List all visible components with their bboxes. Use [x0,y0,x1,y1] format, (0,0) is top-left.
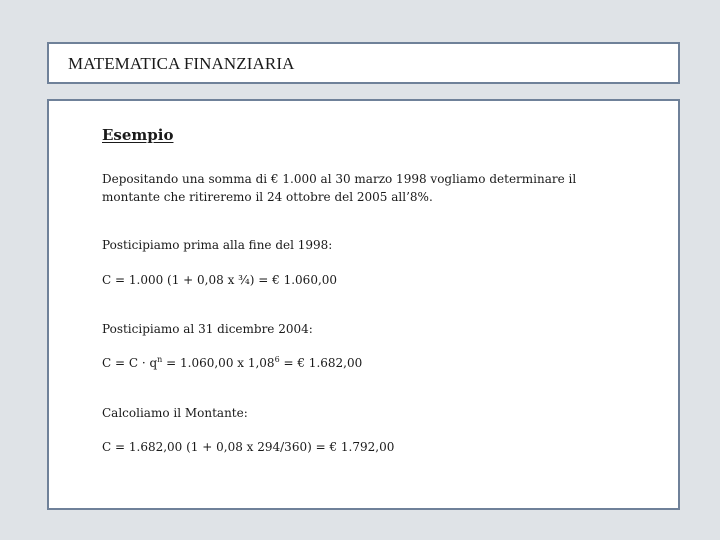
step2-formula-exponent-6: 6 [274,355,280,364]
step1-formula: C = 1.000 (1 + 0,08 x ¾) = € 1.060,00 [102,273,338,287]
step2-formula-exponent-n: n [157,355,163,364]
slide-title: MATEMATICA FINANZIARIA [68,54,295,73]
step2-formula-suffix: = € 1.682,00 [279,356,363,370]
example-heading: Esempio [102,126,174,144]
step2-formula-middle: = 1.060,00 x 1,08 [162,356,275,370]
intro-line-1: Depositando una somma di € 1.000 al 30 marzo 1998 vogliamo determinare il [102,172,577,186]
step2-formula-prefix: C = C · q [102,356,158,370]
step2-text: Posticipiamo al 31 dicembre 2004: [102,322,313,336]
title-panel [47,42,680,84]
content-panel [47,99,680,510]
step3-text: Calcoliamo il Montante: [102,406,248,420]
step1-text: Posticipiamo prima alla fine del 1998: [102,238,333,252]
step3-formula: C = 1.682,00 (1 + 0,08 x 294/360) = € 1.792,00 [102,440,395,454]
intro-line-2: montante che ritireremo il 24 ottobre del 2005 all’8%. [102,190,433,204]
step2-formula [102,355,362,372]
